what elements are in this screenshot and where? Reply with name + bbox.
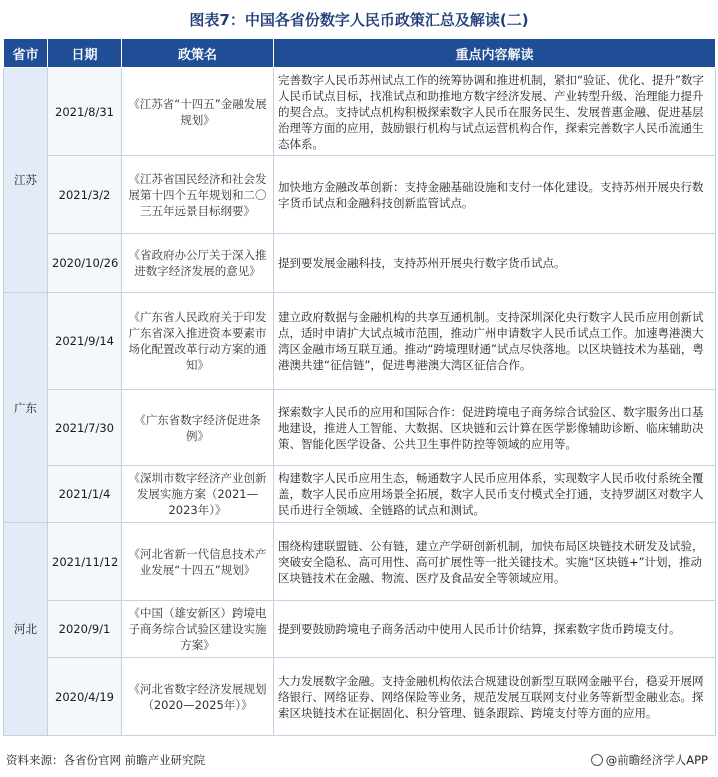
row-content: 建立政府数据与金融机构的共享互通机制。支持深圳深化央行数字人民币应用创新试点，适时申请扩大试点城市范围，推动广州申请数字人民币试点工作。加速粤港澳大湾区金融市场互联互通。推动“跨境理财通”试点尽快落地。以区块链技术为基础，粤港澳共建“征信链”，促进粤港澳大湾区征信合作。 xyxy=(274,293,716,390)
row-date: 2021/8/31 xyxy=(48,68,122,156)
row-content: 提到要鼓励跨境电子商务活动中使用人民币计价结算，探索数字货币跨境支付。 xyxy=(274,601,716,658)
header-date: 日期 xyxy=(48,39,122,68)
row-date: 2020/4/19 xyxy=(48,658,122,736)
row-policy: 《深圳市数字经济产业创新发展实施方案（2021—2023年）》 xyxy=(122,466,274,523)
table-row xyxy=(4,293,716,390)
province-guangdong: 广东 xyxy=(4,293,48,523)
row-content: 完善数字人民币苏州试点工作的统筹协调和推进机制，紧扣“验证、优化、提升”数字人民币试点目标，找准试点和助推地方数字经济发展、产业转型升级、治理能力提升的契合点。支持试点机构积极探索数字人民币在服务民生、发展普惠金融、促进基层治理等方面的应用，鼓励银行机构与试点运营机构合作，探索完善数字人民币流通生态体系。 xyxy=(274,68,716,156)
row-date: 2021/3/2 xyxy=(48,156,122,234)
source-note: 资料来源：各省份官网 前瞻产业研究院 xyxy=(6,753,206,767)
row-date: 2020/9/1 xyxy=(48,601,122,658)
row-policy: 《江苏省国民经济和社会发展第十四个五年规划和二〇三五年远景目标纲要》 xyxy=(122,156,274,234)
chart-title: 图表7：中国各省份数字人民币政策汇总及解读(二) xyxy=(189,11,529,29)
row-policy: 《省政府办公厅关于深入推进数字经济发展的意见》 xyxy=(122,234,274,293)
row-content: 提到要发展金融科技，支持苏州开展央行数字货币试点。 xyxy=(274,234,716,293)
table-row xyxy=(4,234,716,293)
table-row xyxy=(4,68,716,156)
row-policy: 《河北省新一代信息技术产业发展“十四五”规划》 xyxy=(122,523,274,601)
row-policy: 《广东省数字经济促进条例》 xyxy=(122,390,274,466)
policy-table xyxy=(3,38,716,736)
row-date: 2021/1/4 xyxy=(48,466,122,523)
row-content: 大力发展数字金融。支持金融机构依法合规建设创新型互联网金融平台，稳妥开展网络银行、网络证券、网络保险等业务，规范发展互联网支付业务等新型金融业态。探索区块链技术在证据固化、积分管理、链条跟踪、跨境支付等方面的应用。 xyxy=(274,658,716,736)
row-content: 探索数字人民币的应用和国际合作：促进跨境电子商务综合试验区、数字服务出口基地建设，推进人工智能、大数据、区块链和云计算在医学影像辅助诊断、临床辅助决策、智能化医学设备、公共卫生事件防控等领域的应用等。 xyxy=(274,390,716,466)
row-content: 围绕构建联盟链、公有链，建立产学研创新机制，加快布局区块链技术研发及试验，突破安全隐私、高可用性、高可扩展性等一批关键技术。实施“区块链+”计划，推动区块链技术在金融、物流、医疗及食品安全等领域应用。 xyxy=(274,523,716,601)
table-row xyxy=(4,466,716,523)
table-row xyxy=(4,658,716,736)
brand-label: @前瞻经济学人APP xyxy=(605,753,708,767)
province-hebei: 河北 xyxy=(4,523,48,736)
brand-credit xyxy=(591,752,708,768)
table-header-row xyxy=(4,39,716,68)
header-province: 省市 xyxy=(4,39,48,68)
row-policy: 《河北省数字经济发展规划（2020—2025年）》 xyxy=(122,658,274,736)
row-date: 2021/9/14 xyxy=(48,293,122,390)
province-jiangsu: 江苏 xyxy=(4,68,48,293)
row-policy: 《江苏省“十四五”金融发展规划》 xyxy=(122,68,274,156)
row-policy: 《广东省人民政府关于印发广东省深入推进资本要素市场化配置改革行动方案的通知》 xyxy=(122,293,274,390)
row-policy: 《中国（雄安新区）跨境电子商务综合试验区建设实施方案》 xyxy=(122,601,274,658)
table-row xyxy=(4,523,716,601)
header-content: 重点内容解读 xyxy=(274,39,716,68)
table-row xyxy=(4,390,716,466)
table-row xyxy=(4,156,716,234)
header-policy: 政策名 xyxy=(122,39,274,68)
table-row xyxy=(4,601,716,658)
row-date: 2021/11/12 xyxy=(48,523,122,601)
row-content: 构建数字人民币应用生态，畅通数字人民币应用体系，实现数字人民币收付系统全覆盖，数字人民币应用场景全拓展，数字人民币支付模式全打通，支持罗湖区对数字人民币进行全领域、全链路的试点和测试。 xyxy=(274,466,716,523)
row-date: 2020/10/26 xyxy=(48,234,122,293)
row-content: 加快地方金融改革创新：支持金融基础设施和支付一体化建设。支持苏州开展央行数字货币试点和金融科技创新监管试点。 xyxy=(274,156,716,234)
brand-logo-icon xyxy=(591,754,603,766)
row-date: 2021/7/30 xyxy=(48,390,122,466)
